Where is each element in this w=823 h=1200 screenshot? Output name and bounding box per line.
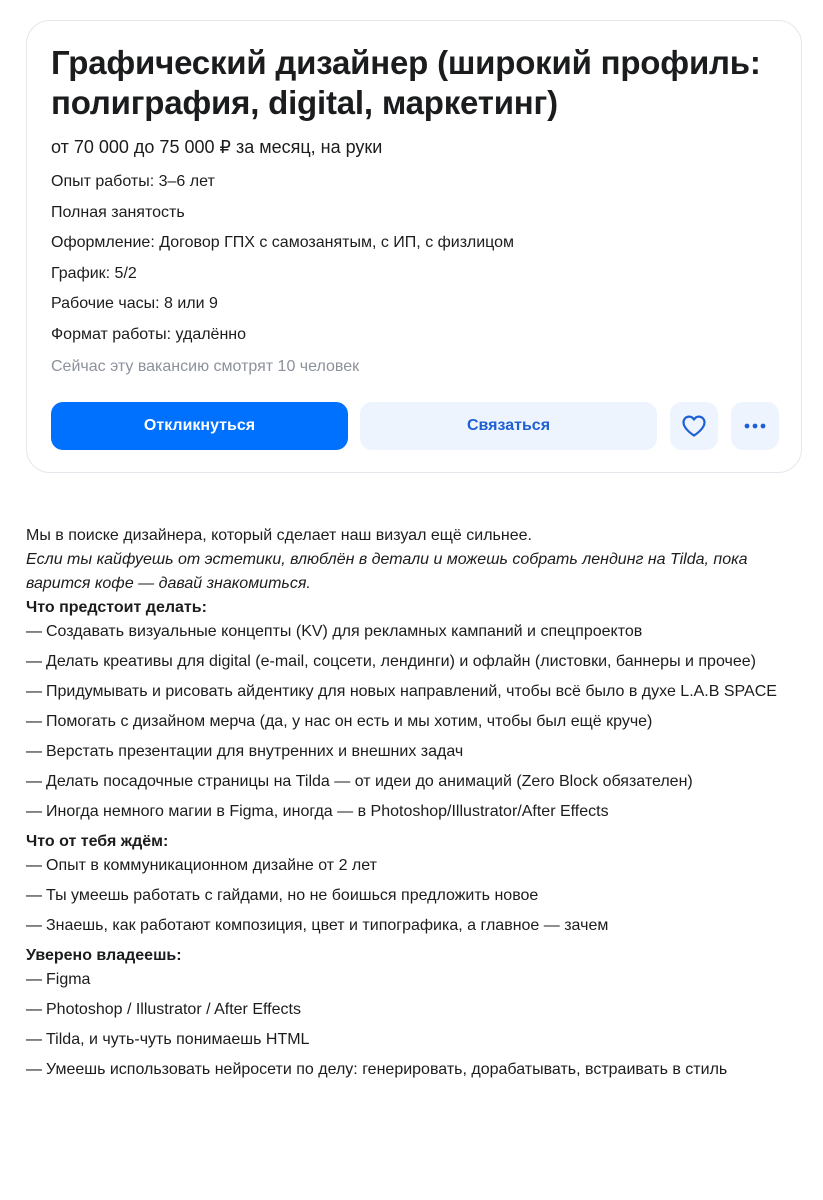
fact-contract: Оформление: Договор ГПХ с самозанятым, с ИП, с физлицом	[51, 234, 515, 252]
list-item	[26, 800, 816, 824]
description-intro: Мы в поиске дизайнера, который сделает наш визуал ещё сильнее.	[26, 527, 532, 544]
list-item-text: Figma	[46, 971, 91, 988]
vacancy-title: Графический дизайнер (широкий профиль: полиграфия, digital, маркетинг)	[51, 44, 761, 121]
dash-marker: —	[26, 971, 42, 988]
list-item-text: Делать креативы для digital (e-mail, соцсети, лендинги) и офлайн (листовки, баннеры и прочее)	[46, 653, 756, 670]
section-heading-tasks: Что предстоит делать:	[26, 599, 207, 616]
description-intro-italic: Если ты кайфуешь от эстетики, влюблён в детали и можешь собрать лендинг на Tilda, пока варится кофе — давай знакомиться.	[26, 551, 748, 592]
more-button[interactable]	[731, 402, 779, 450]
dash-marker: —	[26, 803, 42, 820]
requirements-list	[26, 854, 816, 938]
list-item	[26, 1028, 816, 1052]
list-item	[26, 620, 816, 644]
section-heading-skills: Уверено владеешь:	[26, 947, 182, 964]
dash-marker: —	[26, 887, 42, 904]
dash-marker: —	[26, 1031, 42, 1048]
dash-marker: —	[26, 1061, 42, 1078]
dash-marker: —	[26, 623, 42, 640]
respond-button-label: Откликнуться	[143, 417, 256, 434]
vacancy-card	[26, 20, 802, 473]
heart-icon	[681, 414, 707, 438]
list-item-text: Придумывать и рисовать айдентику для новых направлений, чтобы всё было в духе L.A.B SPACE	[46, 683, 777, 700]
list-item-text: Помогать с дизайном мерча (да, у нас он есть и мы хотим, чтобы был ещё круче)	[46, 713, 653, 730]
vacancy-description	[26, 524, 816, 1088]
list-item	[26, 740, 816, 764]
dash-marker: —	[26, 917, 42, 934]
list-item	[26, 650, 816, 674]
skills-list	[26, 968, 816, 1082]
fact-schedule: График: 5/2	[51, 264, 137, 282]
dash-marker: —	[26, 857, 42, 874]
list-item-text: Делать посадочные страницы на Tilda — от идеи до анимаций (Zero Block обязателен)	[46, 773, 693, 790]
list-item-text: Опыт в коммуникационном дизайне от 2 лет	[46, 857, 377, 874]
contact-button-label: Связаться	[466, 417, 551, 434]
dash-marker: —	[26, 773, 42, 790]
tasks-list	[26, 620, 816, 824]
respond-button[interactable]	[51, 402, 348, 450]
list-item	[26, 884, 816, 908]
list-item-text: Верстать презентации для внутренних и внешних задач	[46, 743, 464, 760]
favorite-button[interactable]	[670, 402, 718, 450]
fact-employment: Полная занятость	[51, 203, 185, 221]
dash-marker: —	[26, 1001, 42, 1018]
viewers-count: Сейчас эту вакансию смотрят 10 человек	[51, 358, 360, 375]
dash-marker: —	[26, 713, 42, 730]
list-item-text: Иногда немного магии в Figma, иногда — в Photoshop/Illustrator/After Effects	[46, 803, 609, 820]
list-item	[26, 770, 816, 794]
fact-experience: Опыт работы: 3–6 лет	[51, 173, 215, 190]
list-item-text: Умеешь использовать нейросети по делу: генерировать, дорабатывать, встраивать в стиль	[46, 1061, 728, 1078]
more-dots-icon	[744, 423, 766, 429]
list-item-text: Tilda, и чуть-чуть понимаешь HTML	[46, 1031, 310, 1048]
list-item	[26, 710, 816, 734]
list-item	[26, 854, 816, 878]
list-item	[26, 1058, 816, 1082]
list-item	[26, 680, 816, 704]
dash-marker: —	[26, 683, 42, 700]
vacancy-facts	[51, 171, 514, 355]
contact-button[interactable]	[360, 402, 657, 450]
list-item	[26, 998, 816, 1022]
list-item	[26, 914, 816, 938]
list-item-text: Ты умеешь работать с гайдами, но не боишься предложить новое	[46, 887, 539, 904]
salary: от 70 000 до 75 000 ₽ за месяц, на руки	[51, 137, 383, 157]
fact-work-format: Формат работы: удалённо	[51, 325, 247, 343]
list-item-text: Знаешь, как работают композиция, цвет и типографика, а главное — зачем	[46, 917, 609, 934]
fact-hours: Рабочие часы: 8 или 9	[51, 295, 218, 313]
dash-marker: —	[26, 653, 42, 670]
list-item-text: Создавать визуальные концепты (KV) для рекламных кампаний и спецпроектов	[46, 623, 643, 640]
dash-marker: —	[26, 743, 42, 760]
list-item	[26, 968, 816, 992]
list-item-text: Photoshop / Illustrator / After Effects	[46, 1001, 301, 1018]
section-heading-requirements: Что от тебя ждём:	[26, 833, 169, 850]
